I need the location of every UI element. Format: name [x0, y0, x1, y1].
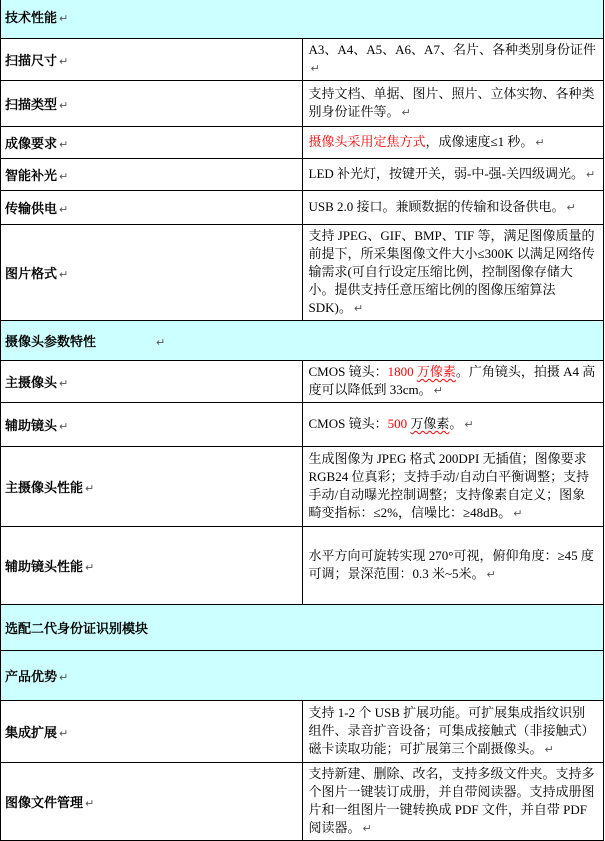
paragraph-mark-icon: ↵	[433, 384, 443, 397]
row-value-aux-perf	[302, 527, 604, 605]
row-label-file-mgmt	[1, 763, 303, 841]
table-row-aux-perf	[1, 527, 604, 605]
section-row-advantage	[1, 651, 604, 701]
paragraph-mark-icon: ↵	[59, 727, 69, 740]
paragraph-mark-icon: ↵	[59, 12, 69, 25]
label-text: 图片格式	[5, 267, 58, 282]
row-label-scan-type	[1, 81, 303, 127]
table-row-fill-light	[1, 159, 604, 191]
value-text: ，成像速度≤1 秒。	[425, 134, 534, 149]
paragraph-mark-icon: ↵	[566, 201, 576, 214]
value-text: LED 补光灯，按键开关，弱-中-强-关四级调光。	[308, 166, 585, 181]
table-row-main-cam	[1, 361, 604, 403]
paragraph-mark-icon: ↵	[513, 507, 523, 520]
value-text: 支持文档、单据、图片、照片、立体实物、各种类别身份证件等。	[308, 86, 595, 119]
label-text: 集成扩展	[5, 726, 58, 741]
paragraph-mark-icon: ↵	[310, 62, 320, 75]
label-text: 智能补光	[5, 169, 58, 184]
table-row-main-perf	[1, 447, 604, 527]
row-value-fill-light	[302, 159, 604, 191]
paragraph-mark-icon: ↵	[59, 377, 69, 390]
label-text: 辅助镜头性能	[5, 560, 84, 575]
value-text-highlight: 摄像头采用定焦方式	[308, 134, 426, 149]
row-label-aux-perf	[1, 527, 303, 605]
value-text: 生成图像为 JPEG 格式 200DPI 无插值；图像要求 RGB24 位真彩；支持手动/自动白平衡调整；支持手动/自动曝光控制调整；支持像素自定义；图象畸变指标：≤2%，信噪比：≥48dB。	[308, 451, 590, 520]
table-row-scan-size	[1, 39, 604, 81]
value-text: 水平方向可旋转实现 270°可视，俯仰角度：≥45 度可调；景深范围：0.3 米~5米。	[308, 548, 594, 581]
value-text: 支持新建、删除、改名，支持多级文件夹。支持多个图片一键装订成册，并自带阅读器。支持成册图片和一组图片一键转换成 PDF 文件，并自带 PDF 阅读器。	[308, 766, 595, 835]
paragraph-mark-icon: ↵	[85, 797, 95, 810]
label-text: 扫描类型	[5, 98, 58, 113]
label-text: 成像要求	[5, 137, 58, 152]
label-text: 主摄像头性能	[5, 481, 84, 496]
label-text: 辅助镜头	[5, 419, 58, 434]
paragraph-mark-icon: ↵	[544, 743, 554, 756]
row-label-main-perf	[1, 447, 303, 527]
table-row-imaging	[1, 127, 604, 159]
paragraph-mark-icon: ↵	[59, 99, 69, 112]
section-title-id-module	[1, 605, 604, 651]
paragraph-mark-icon: ↵	[85, 561, 95, 574]
row-label-img-format	[1, 225, 303, 321]
table-row-scan-type	[1, 81, 604, 127]
paragraph-mark-icon: ↵	[586, 168, 596, 181]
section-title-text: 技术性能	[5, 11, 58, 26]
section-row-camera	[1, 321, 604, 361]
label-text: 图像文件管理	[5, 796, 84, 811]
row-label-transfer	[1, 191, 303, 225]
row-value-main-perf	[302, 447, 604, 527]
value-text: 。	[449, 416, 463, 431]
label-text: 传输供电	[5, 202, 58, 217]
paragraph-mark-icon: ↵	[59, 671, 69, 684]
section-row-id-module	[1, 605, 604, 651]
row-value-imaging	[302, 127, 604, 159]
paragraph-mark-icon: ↵	[59, 138, 69, 151]
row-label-main-cam	[1, 361, 303, 403]
section-row-tech	[1, 0, 604, 39]
row-label-usb-ext	[1, 701, 303, 763]
table-row-img-format	[1, 225, 604, 321]
table-row-file-mgmt	[1, 763, 604, 841]
row-value-main-cam	[302, 361, 604, 403]
row-value-img-format	[302, 225, 604, 321]
paragraph-mark-icon: ↵	[156, 336, 166, 349]
paragraph-mark-icon: ↵	[59, 268, 69, 281]
row-value-scan-type	[302, 81, 604, 127]
row-value-usb-ext	[302, 701, 604, 763]
paragraph-mark-icon: ↵	[59, 55, 69, 68]
paragraph-mark-icon: ↵	[59, 420, 69, 433]
row-label-fill-light	[1, 159, 303, 191]
value-text-spellcheck: 万像素	[410, 416, 450, 431]
value-text: CMOS 镜头：	[308, 364, 388, 379]
paragraph-mark-icon: ↵	[85, 482, 95, 495]
paragraph-mark-icon: ↵	[401, 106, 411, 119]
section-title-text: 选配二代身份证识别模块	[5, 622, 149, 637]
row-label-scan-size	[1, 39, 303, 81]
row-label-imaging	[1, 127, 303, 159]
value-text: 。广角镜头，拍摄 A4 高度可以降低到 33cm。	[308, 364, 596, 397]
section-title-tech	[1, 0, 604, 39]
table-row-aux-cam	[1, 403, 604, 447]
value-text-spellcheck: 万像素	[416, 364, 456, 379]
label-text: 主摄像头	[5, 376, 58, 391]
row-value-aux-cam	[302, 403, 604, 447]
row-label-aux-cam	[1, 403, 303, 447]
paragraph-mark-icon: ↵	[353, 302, 364, 315]
value-text: A3、A4、A5、A6、A7、名片、各种类别身份证件	[308, 42, 596, 57]
value-text: 支持 1-2 个 USB 扩展功能。可扩展集成指纹识别组件、录音扩音设备；可集成接触式（非接触式）磁卡读取功能；可扩展第三个副摄像头。	[308, 705, 595, 756]
value-text-highlight: 500	[387, 416, 411, 431]
table-row-usb-ext	[1, 701, 604, 763]
row-value-file-mgmt	[302, 763, 604, 841]
value-text: CMOS 镜头：	[308, 416, 388, 431]
paragraph-mark-icon: ↵	[486, 568, 496, 581]
paragraph-mark-icon: ↵	[535, 136, 545, 149]
table-row-transfer	[1, 191, 604, 225]
paragraph-mark-icon: ↵	[59, 203, 69, 216]
value-text: USB 2.0 接口。兼顾数据的传输和设备供电。	[308, 199, 565, 214]
value-text: 支持 JPEG、GIF、BMP、TIF 等，满足图像质量的前提下，所采集图像文件大小≤300K 以满足网络传输需求(可自行设定压缩比例，控制图像存储大小。提供支持任意压缩比例的图像压缩算法 SDK)。	[308, 228, 595, 315]
paragraph-mark-icon: ↵	[464, 418, 474, 431]
section-title-text: 摄像头参数特性	[5, 335, 97, 350]
section-title-text: 产品优势	[5, 670, 58, 685]
paragraph-mark-icon: ↵	[362, 822, 372, 835]
paragraph-mark-icon: ↵	[59, 170, 69, 183]
section-title-advantage	[1, 651, 604, 701]
section-title-camera	[1, 321, 604, 361]
label-text: 扫描尺寸	[5, 54, 58, 69]
value-text-highlight: 1800	[387, 364, 417, 379]
row-value-scan-size	[302, 39, 604, 81]
row-value-transfer	[302, 191, 604, 225]
